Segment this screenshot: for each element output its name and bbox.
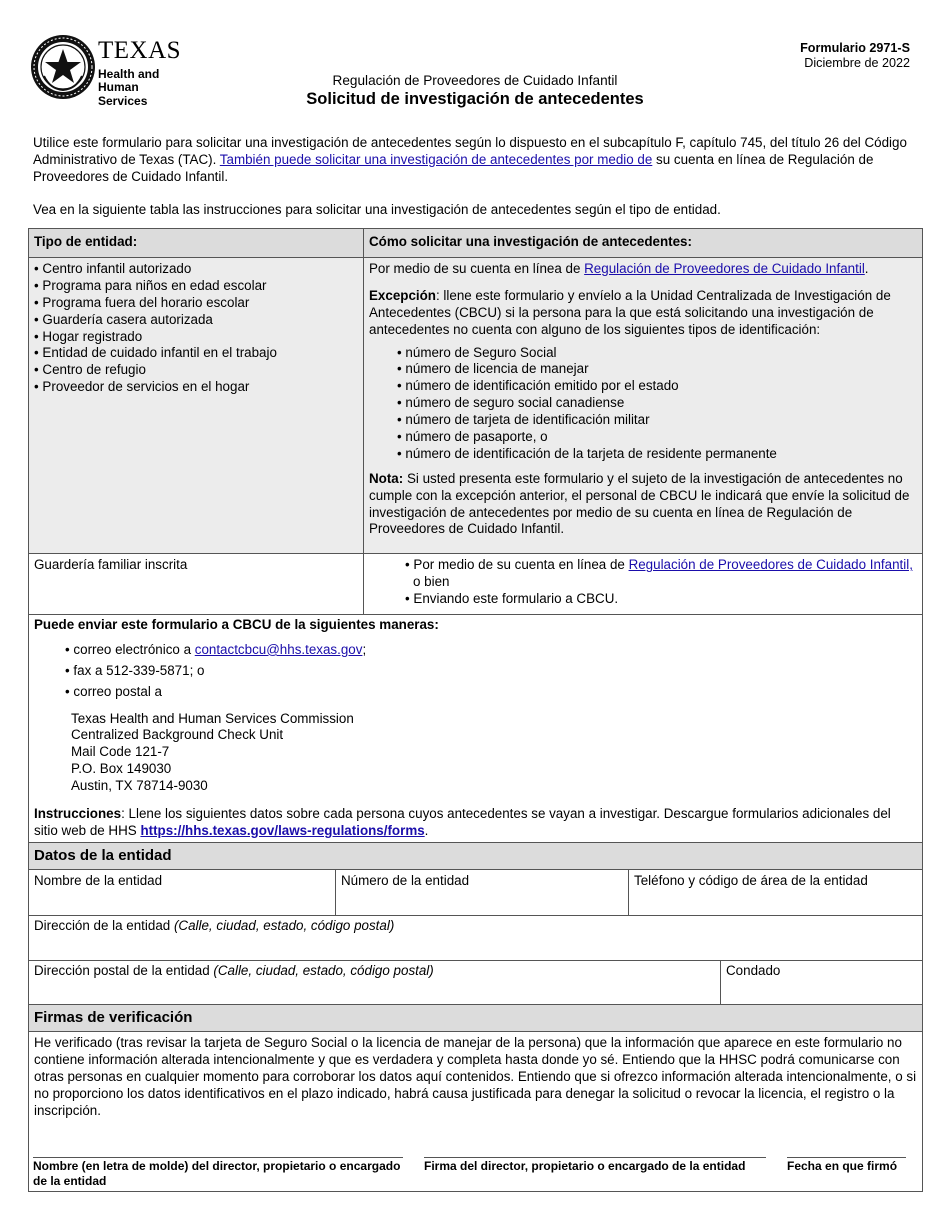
- verification-section-heading: Firmas de verificación: [28, 1004, 923, 1032]
- online-request-link[interactable]: También puede solicitar una investigación de antecedentes por medio de: [219, 151, 653, 167]
- address-line: Centralized Background Check Unit: [71, 727, 284, 743]
- col-header-entity-type: Tipo de entidad:: [29, 229, 364, 257]
- list-item: • número de licencia de manejar: [397, 361, 917, 378]
- instructions-suffix: .: [424, 822, 429, 838]
- logo-sub-line-2: Services: [98, 93, 148, 108]
- exception-text: : llene este formulario y envíelo a la Unidad Centralizada de Investigación de Antecedentes (CBCU) si la persona para la que está solicitando una investigación de antecedentes no cuenta con alguno de los siguientes tipos de identificación:: [369, 287, 891, 337]
- list-item: • número de identificación de la tarjeta de residente permanente: [397, 446, 917, 463]
- list-item: • correo postal a: [65, 684, 917, 701]
- entity-name-label: Nombre de la entidad: [34, 873, 163, 888]
- how-to-request-cell: [364, 258, 922, 553]
- list-item: [405, 557, 917, 591]
- list-item: • Centro de refugio: [34, 362, 358, 379]
- table-row: [29, 258, 922, 554]
- list-item: • Hogar registrado: [34, 329, 358, 346]
- list-item: • número de Seguro Social: [397, 345, 917, 362]
- entity-number-field[interactable]: [336, 870, 629, 915]
- verification-statement: He verificado (tras revisar la tarjeta de Seguro Social o la licencia de manejar de la persona) que la información que aparece en este formulario no contiene información alterada intencionalmente y que es verdadera y completa hasta donde yo sé. Entiendo que la HHSC podrá comunicarse con otras personas en cualquier momento para corroborar los datos aquí contenidos. Entiendo que si ofrezco información alterada intencionalmente, o si no proporciono los datos identificativos en el plazo indicado, habrá causa justificada para denegar la solicitud o revocar la licencia, el registro o la inscripción.: [34, 1035, 917, 1118]
- list-item: • Enviando este formulario a CBCU.: [405, 591, 917, 608]
- col-header-how-to-request: Cómo solicitar una investigación de antecedentes:: [369, 234, 692, 249]
- child-care-regulation-link[interactable]: Regulación de Proveedores de Cuidado Infantil: [584, 261, 865, 276]
- address-line: Mail Code 121-7: [71, 744, 170, 760]
- online-prefix: Por medio de su cuenta en línea de: [369, 261, 585, 276]
- entity-type-table: [28, 228, 923, 615]
- family-daycare-options-cell: [364, 554, 922, 614]
- county-field[interactable]: [721, 960, 922, 1004]
- address-line: Texas Health and Human Services Commission: [71, 710, 354, 726]
- form-identifier: [800, 41, 910, 71]
- page-title: Solicitud de investigación de antecedentes: [306, 90, 644, 108]
- page-subtitle: Regulación de Proveedores de Cuidado Infantil: [332, 73, 618, 88]
- cbcu-email-link[interactable]: contactcbcu@hhs.texas.gov: [194, 641, 363, 657]
- list-item: • número de pasaporte, o: [397, 429, 917, 446]
- entity-address-hint: (Calle, ciudad, estado, código postal): [173, 918, 395, 933]
- note-text: Si usted presenta este formulario y el sujeto de la investigación de antecedentes no cumple con la excepción anterior, el personal de CBCU le indicará que envíe la solicitud de investigación de antecedentes por medio de su cuenta en línea de Regulación de Proveedores de Cuidado Infantil.: [369, 470, 910, 537]
- table-header-row: [29, 229, 922, 258]
- family-daycare-options-list: [405, 557, 917, 608]
- entity-section-heading: Datos de la entidad: [28, 842, 923, 870]
- address-line: Austin, TX 78714-9030: [71, 778, 208, 794]
- county-label: Condado: [726, 963, 781, 978]
- option-suffix: o bien: [413, 573, 450, 589]
- intro-text: Utilice este formulario para solicitar una investigación de antecedentes según lo dispuesto en el subcapítulo F, capítulo 745, del título 26 del Código Administrativo de Texas (TAC).: [33, 135, 907, 167]
- list-item: • Programa fuera del horario escolar: [34, 295, 358, 312]
- list-item: • Programa para niños en edad escolar: [34, 278, 358, 295]
- instructions-text: : Llene los siguientes datos sobre cada persona cuyos antecedentes se vayan a investigar. Descargue formularios adicionales del sitio web de HHS: [34, 806, 891, 838]
- child-care-regulation-link-2[interactable]: Regulación de Proveedores de Cuidado Infantil,: [628, 557, 913, 572]
- email-prefix: correo electrónico a: [73, 641, 195, 657]
- signature-name-label: Nombre (en letra de molde) del director, propietario o encargado de la entidad: [33, 1159, 401, 1188]
- entity-types-cell: [29, 258, 364, 553]
- entity-phone-label: Teléfono y código de área de la entidad: [634, 873, 868, 888]
- list-item: • Centro infantil autorizado: [34, 261, 358, 278]
- mailing-address: [71, 711, 917, 795]
- entity-mailing-label: Dirección postal de la entidad: [34, 963, 214, 978]
- instructions-label: Instrucciones: [34, 806, 122, 822]
- online-suffix: .: [864, 261, 869, 276]
- list-item: • número de identificación emitido por el estado: [397, 378, 917, 395]
- intro-text-end: su cuenta en línea de Regulación de Proveedores de Cuidado Infantil.: [33, 151, 874, 184]
- signature-label: Firma del director, propietario o encargado de la entidad: [424, 1159, 746, 1173]
- logo-title: TEXAS: [98, 37, 182, 64]
- list-item: • Entidad de cuidado infantil en el trabajo: [34, 345, 358, 362]
- send-heading: Puede enviar este formulario a CBCU de la siguientes maneras:: [34, 617, 439, 632]
- entity-phone-field[interactable]: [629, 870, 922, 915]
- signature-name-field[interactable]: [33, 1157, 403, 1189]
- entity-types-list: [34, 261, 358, 396]
- online-account-line: [369, 261, 917, 278]
- list-item: • Proveedor de servicios en el hogar: [34, 379, 358, 396]
- list-item: • Guardería casera autorizada: [34, 312, 358, 329]
- entity-row-1: [28, 870, 923, 916]
- list-item: • número de tarjeta de identificación militar: [397, 412, 917, 429]
- form-date: Diciembre de 2022: [804, 56, 910, 71]
- list-item: • número de seguro social canadiense: [397, 395, 917, 412]
- entity-row-2: [28, 915, 923, 961]
- table-note: Vea en la siguiente tabla las instrucciones para solicitar una investigación de antecedentes según el tipo de entidad.: [33, 202, 721, 217]
- intro-paragraph: [33, 135, 913, 186]
- family-daycare-cell: Guardería familiar inscrita: [29, 554, 364, 614]
- signature-date-label: Fecha en que firmó: [787, 1159, 898, 1173]
- entity-name-field[interactable]: [29, 870, 336, 915]
- exception-label: Excepción: [369, 287, 436, 303]
- note-paragraph: [369, 471, 917, 539]
- entity-number-label: Número de la entidad: [341, 873, 470, 888]
- address-line: P.O. Box 149030: [71, 761, 172, 777]
- entity-address-field[interactable]: [29, 915, 922, 960]
- entity-row-3: [28, 960, 923, 1005]
- form-number: Formulario 2971-S: [800, 41, 910, 55]
- list-item: [65, 642, 917, 659]
- entity-mailing-address-field[interactable]: [29, 960, 721, 1004]
- signature-field[interactable]: [424, 1157, 766, 1174]
- logo-sub-line-1: Health and Human: [98, 67, 160, 95]
- entity-mailing-hint: (Calle, ciudad, estado, código postal): [213, 963, 434, 978]
- exception-paragraph: [369, 288, 917, 339]
- note-label: Nota:: [369, 470, 404, 486]
- table-row: [29, 554, 922, 614]
- instructions-paragraph: [34, 806, 917, 840]
- email-suffix: ;: [362, 641, 367, 657]
- send-methods-section: [28, 613, 923, 843]
- hhs-forms-link[interactable]: https://hhs.texas.gov/laws-regulations/forms: [140, 822, 425, 838]
- send-methods-list: [65, 642, 917, 701]
- option-prefix: Por medio de su cuenta en línea de: [413, 557, 629, 572]
- signature-date-field[interactable]: [787, 1157, 906, 1174]
- list-item: • fax a 512-339-5871; o: [65, 663, 917, 680]
- entity-address-label: Dirección de la entidad: [34, 918, 174, 933]
- id-types-list: [397, 345, 917, 463]
